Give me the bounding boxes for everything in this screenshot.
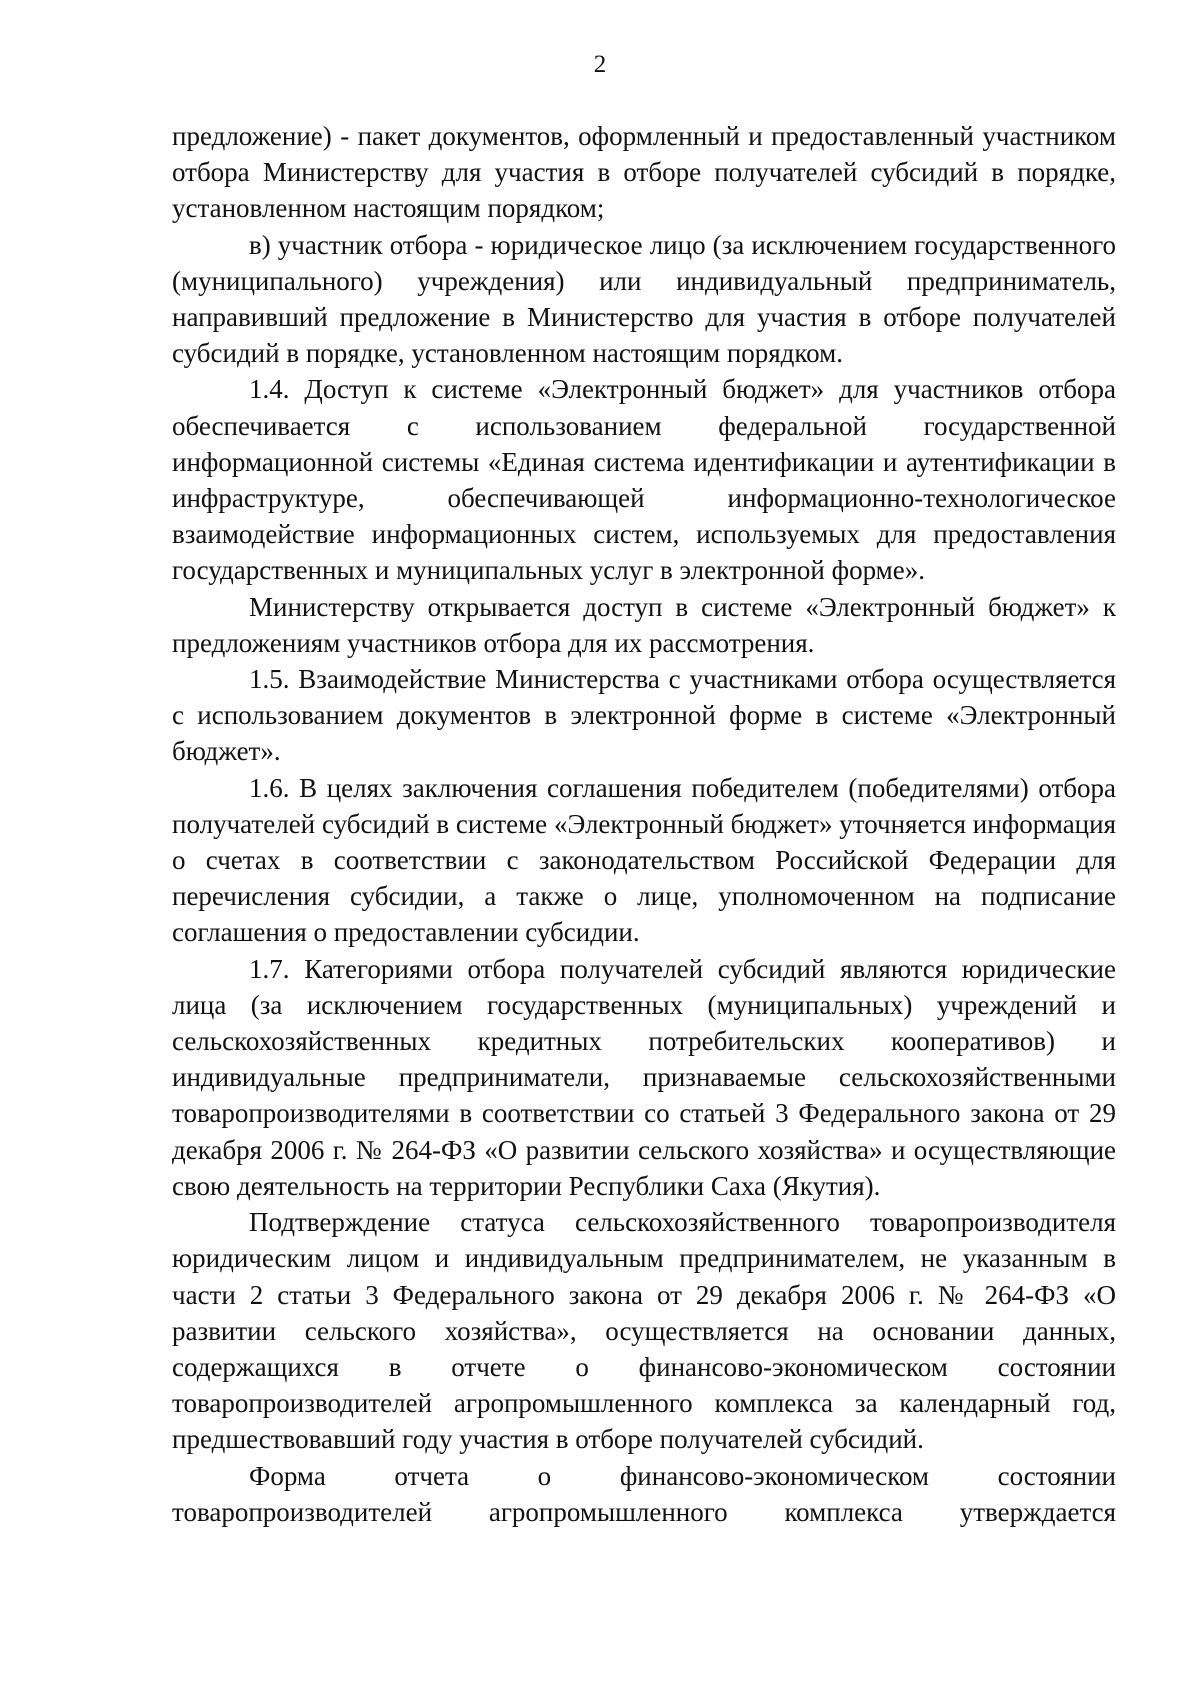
- document-body: [172, 118, 1116, 1530]
- paragraph-participant-definition: в) участник отбора - юридическое лицо (за исключением государственного (муниципального) учреждения) или индивидуальный предприниматель, направивший предложение в Министерство для участия в отборе получателей субсидий в порядке, установленном настоящим порядком.: [172, 229, 1116, 369]
- paragraph-1-6: 1.6. В целях заключения соглашения победителем (победителями) отбора получателей субсидий в системе «Электронный бюджет» уточняется информация о счетах в соответствии с законодательством Российской Федерации для перечисления субсидии, а также о лице, уполномоченном на подписание соглашения о предоставлении субсидии.: [172, 772, 1116, 948]
- paragraph-report-form: Форма отчета о финансово-экономическом состоянии товаропроизводителей агропромышленного комплекса утверждается: [172, 1460, 1116, 1527]
- paragraph-status-confirmation: Подтверждение статуса сельскохозяйственного товаропроизводителя юридическим лицом и индивидуальным предпринимателем, не указанным в части 2 статьи 3 Федерального закона от 29 декабря 2006 г. № 264-ФЗ «О развитии сельского хозяйства», осуществляется на основании данных, содержащихся в отчете о финансово-экономическом состоянии товаропроизводителей агропромышленного комплекса за календарный год, предшествовавший году участия в отборе получателей субсидий.: [172, 1207, 1116, 1455]
- page-number: 2: [593, 51, 607, 78]
- paragraph-1-4: 1.4. Доступ к системе «Электронный бюджет» для участников отбора обеспечивается с использованием федеральной государственной информационной системы «Единая система идентификации и аутентификации в инфраструктуре, обеспечивающей информационно-технологическое взаимодействие информационных систем, используемых для предоставления государственных и муниципальных услуг в электронной форме».: [172, 374, 1116, 586]
- paragraph-1-5: 1.5. Взаимодействие Министерства с участниками отбора осуществляется с использованием документов в электронной форме в системе «Электронный бюджет».: [172, 664, 1116, 767]
- paragraph-1-7: 1.7. Категориями отбора получателей субсидий являются юридические лица (за исключением государственных (муниципальных) учреждений и сельскохозяйственных кредитных потребительских кооперативов) и индивидуальные предприниматели, признаваемые сельскохозяйственными товаропроизводителями в соответствии со статьей 3 Федерального закона от 29 декабря 2006 г. № 264-ФЗ «О развитии сельского хозяйства» и осуществляющие свою деятельность на территории Республики Саха (Якутия).: [172, 953, 1116, 1201]
- paragraph-proposal-definition: предложение) - пакет документов, оформленный и предоставленный участником отбора Министерству для участия в отборе получателей субсидий в порядке, установленном настоящим порядком;: [172, 121, 1116, 224]
- paragraph-ministry-access: Министерству открывается доступ в системе «Электронный бюджет» к предложениям участников отбора для их рассмотрения.: [172, 591, 1116, 658]
